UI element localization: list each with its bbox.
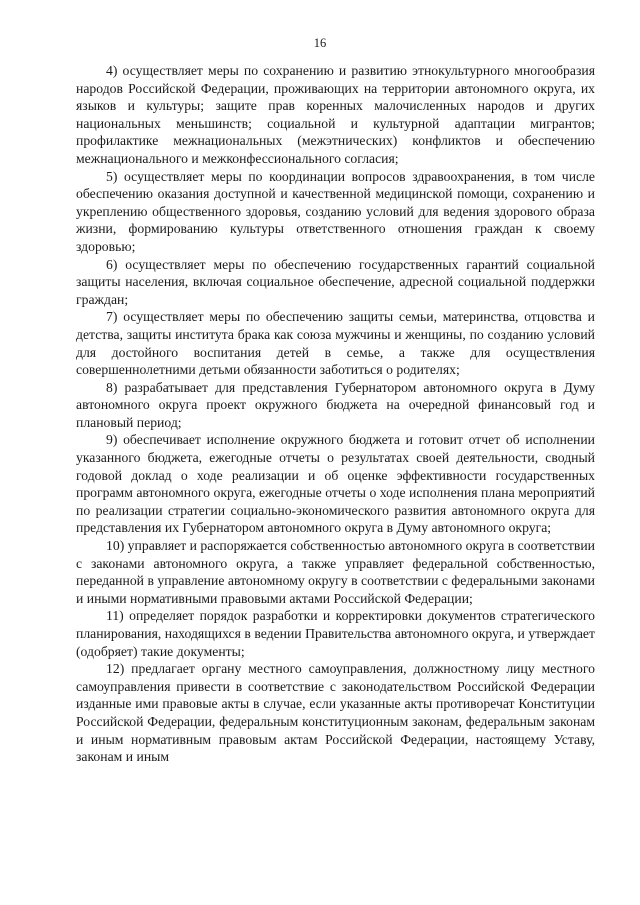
paragraph-item-6: 6) осуществляет меры по обеспечению государственных гарантий социальной защиты населения, включая социальное обеспечение, адресной социальной поддержки граждан; (76, 256, 595, 307)
paragraph-item-7: 7) осуществляет меры по обеспечению защиты семьи, материнства, отцовства и детства, защиты института брака как союза мужчины и женщины, по созданию условий для достойного воспитания детей в семье, а также для осуществления совершеннолетними детьми обязанности заботиться о родителях; (76, 309, 595, 378)
paragraph-item-5: 5) осуществляет меры по координации вопросов здравоохранения, в том числе обеспечению оказания доступной и качественной медицинской помощи, сохранению и укреплению общественного здоровья, созданию условий для ведения здорового образа жизни, формированию культуры ответственного отношения граждан к своему здоровью; (76, 168, 595, 254)
paragraph-item-11: 11) определяет порядок разработки и корректировки документов стратегического планирования, находящихся в ведении Правительства автономного округа, и утверждает (одобряет) такие документы; (76, 608, 595, 659)
paragraph-item-9: 9) обеспечивает исполнение окружного бюджета и готовит отчет об исполнении указанного бюджета, ежегодные отчеты о результатах своей деятельности, сводный годовой доклад о ходе реализации и об оценке эффективности государственных программ автономного округа, ежегодные отчеты о ходе исполнения плана мероприятий по реализации стратегии социально-экономического развития автономного округа для представления их Губернатором автономного округа в Думу автономного округа; (76, 432, 595, 536)
document-body (76, 62, 595, 766)
paragraph-item-8: 8) разрабатывает для представления Губернатором автономного округа в Думу автономного округа проект окружного бюджета на очередной финансовый год и плановый период; (76, 379, 595, 430)
page-number: 16 (313, 36, 327, 50)
paragraph-item-12: 12) предлагает органу местного самоуправления, должностному лицу местного самоуправления привести в соответствие с законодательством Российской Федерации изданные ими правовые акты в случае, если указанные акты противоречат Конституции Российской Федерации, федеральным конституционным законам, федеральным законам и иным нормативным правовым актам Российской Федерации, настоящему Уставу, законам и иным (76, 661, 595, 765)
paragraph-item-4: 4) осуществляет меры по сохранению и развитию этнокультурного многообразия народов Российской Федерации, проживающих на территории автономного округа, их языков и культуры; защите прав коренных малочисленных народов и других национальных меньшинств; социальной и культурной адаптации мигрантов; профилактике межнациональных (межэтнических) конфликтов и обеспечению межнационального и межконфессионального согласия; (76, 63, 595, 166)
paragraph-item-10: 10) управляет и распоряжается собственностью автономного округа в соответствии с законами автономного округа, а также управляет федеральной собственностью, переданной в управление автономному округу в соответствии с федеральными законами и иными нормативными правовыми актами Российской Федерации; (76, 538, 595, 606)
